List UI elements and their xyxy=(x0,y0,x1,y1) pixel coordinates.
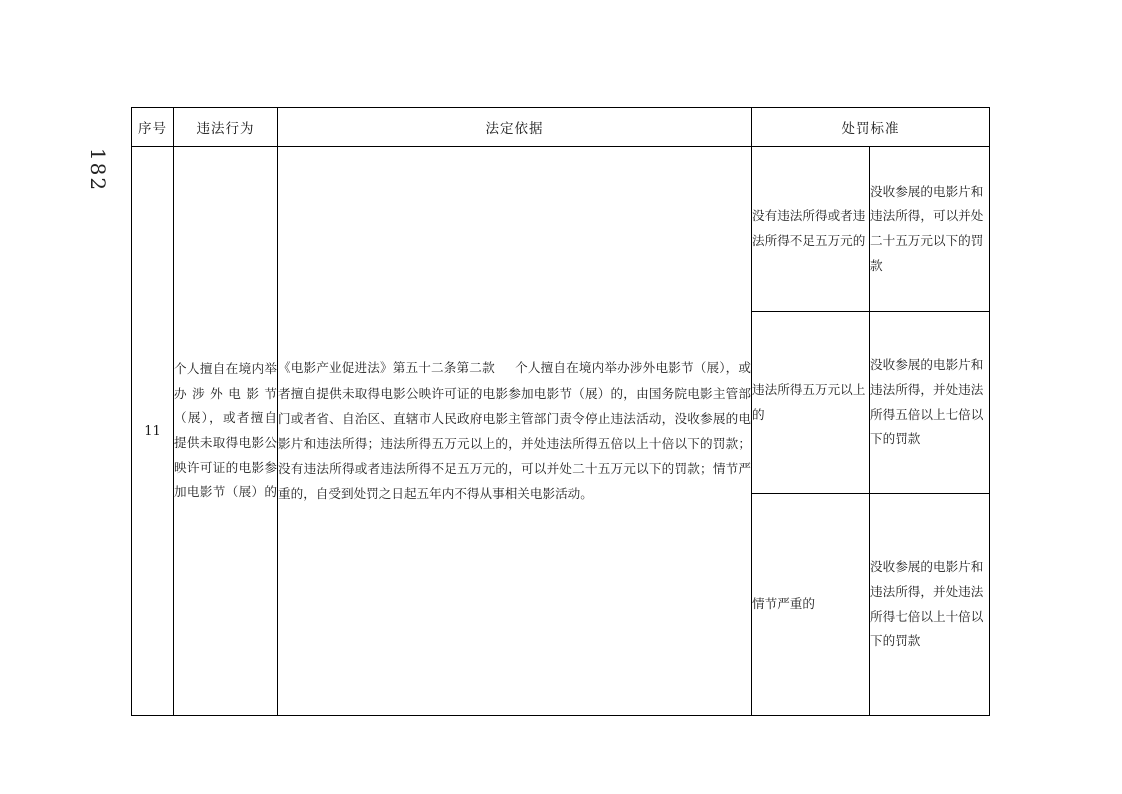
table-row xyxy=(132,147,990,312)
legal-basis-text: 个人擅自在境内举办涉外电影节（展），或者擅自提供未取得电影公映许可证的电影参加电影节（展）的，由国务院电影主管部门或者省、自治区、直辖市人民政府电影主管部门责令停止违法活动，没收参展的电影片和违法所得；违法所得五万元以上的，并处违法所得五倍以上十倍以下的罚款；没有违法所得或者违法所得不足五万元的，可以并处二十五万元以下的罚款；情节严重的，自受到处罚之日起五年内不得从事相关电影活动。 xyxy=(278,360,752,502)
cell-standard-condition-2: 违法所得五万元以上的 xyxy=(752,312,870,494)
cell-sequence-number: 11 xyxy=(132,147,174,716)
header-penalty-standard: 处罚标准 xyxy=(752,108,990,147)
cell-illegal-act: 个人擅自在境内举办涉外电影节（展），或者擅自提供未取得电影公映许可证的电影参加电影节（展）的 xyxy=(174,147,278,716)
cell-standard-condition-3: 情节严重的 xyxy=(752,494,870,716)
cell-standard-amount-3: 没收参展的电影片和违法所得，并处违法所得七倍以上十倍以下的罚款 xyxy=(870,494,990,716)
header-illegal-act: 违法行为 xyxy=(174,108,278,147)
page-number-container xyxy=(78,110,118,230)
cell-standard-condition-1: 没有违法所得或者违法所得不足五万元的 xyxy=(752,147,870,312)
table-header-row xyxy=(132,108,990,147)
legal-basis-title: 《电影产业促进法》第五十二条第二款 xyxy=(278,360,495,376)
cell-standard-amount-2: 没收参展的电影片和违法所得，并处违法所得五倍以上七倍以下的罚款 xyxy=(870,312,990,494)
penalty-standards-table xyxy=(131,107,990,716)
header-legal-basis: 法定依据 xyxy=(278,108,752,147)
page-number: 182 xyxy=(86,147,110,193)
header-seq: 序号 xyxy=(132,108,174,147)
cell-legal-basis xyxy=(278,147,752,716)
cell-standard-amount-1: 没收参展的电影片和违法所得，可以并处二十五万元以下的罚款 xyxy=(870,147,990,312)
